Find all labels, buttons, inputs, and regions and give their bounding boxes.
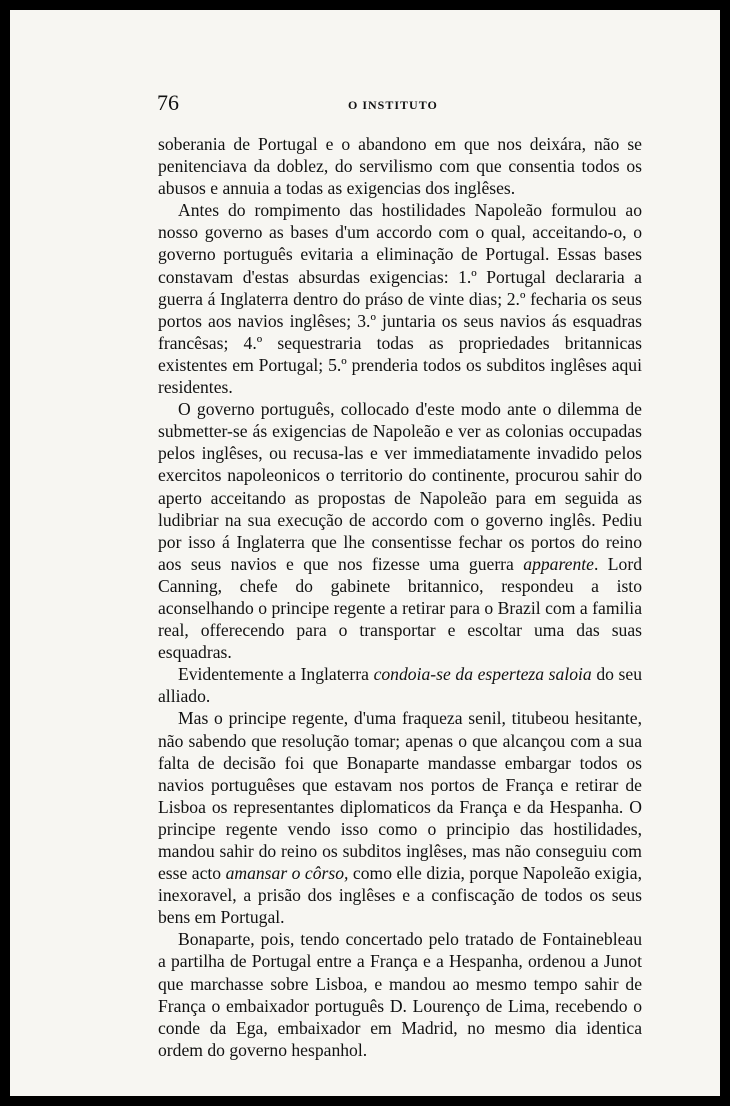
paragraph-text: soberania de Portugal e o abandono em que nos deixára, não se penitenciava da doblez, do servilismo com que consentia todos os abusos e annuia a todas as exigencias dos inglêses.: [158, 134, 642, 199]
body-text: [158, 133, 642, 1061]
paragraph: [158, 663, 642, 707]
paragraph-text: O governo português, collocado d'este modo ante o dilemma de submetter-se ás exigencias de Napoleão e ver as colonias occupadas pelos inglêses, ou recusa-las e ver immediatamente invadido pelos exercitos napoleonicos o territorio do continente, procurou sahir do aperto acceitando as propostas de Napoleão para em seguida as ludibriar na sua execução de accordo com o governo inglês. Pediu por isso á Inglaterra que lhe consentisse fechar os portos do reino aos seus navios e que nos fizesse uma guerra: [158, 399, 642, 574]
paragraph: [158, 398, 642, 663]
paragraph-text: . Lord Canning, chefe do gabinete britannico, respondeu a isto aconselhando o principe regente a retirar para o Brazil com a familia real, offerecendo para o transportar e escoltar uma das suas esquadras.: [158, 553, 642, 663]
page-header: [10, 90, 720, 130]
paragraph-text: Antes do rompimento das hostilidades Napoleão formulou ao nosso governo as bases d'um accordo com o qual, acceitando-o, o governo português evitaria a eliminação de Portugal. Essas bases constavam d'estas absurdas exigencias: 1.º Portugal declararia a guerra á Inglaterra dentro do práso de vinte dias; 2.º fecharia os seus portos aos navios inglêses; 3.º juntaria os seus navios ás esquadras francêsas; 4.º sequestraria todas as propriedades britannicas existentes em Portugal; 5.º prenderia todos os subditos inglêses aqui residentes.: [158, 200, 642, 398]
book-page: [10, 10, 720, 1096]
paragraph: [158, 928, 642, 1061]
paragraph-text: do seu alliado.: [158, 664, 642, 707]
paragraph-text: como elle dizia, porque Napoleão exigia, inexoravel, a prisão dos inglêses e a confiscação de todos os seus bens em Portugal.: [158, 863, 642, 928]
paragraph: [158, 707, 642, 928]
paragraph-text: Mas o principe regente, d'uma fraqueza senil, titubeou hesitante, não sabendo que resolução tomar; apenas o que alcançou com a sua falta de decisão foi que Bonaparte mandasse embargar todos os navios portuguêses que estavam nos portos de França e retirar de Lisboa os representantes diplomaticos da França e da Hespanha. O principe regente vendo isso como o principio das hostilidades, mandou sahir do reino os subditos inglêses, mas não conseguiu com esse acto: [158, 708, 642, 884]
paragraph-text: Evidentemente a Inglaterra: [178, 664, 374, 685]
running-title: O INSTITUTO: [348, 98, 438, 112]
page-number: 76: [157, 90, 179, 115]
paragraph-text: Bonaparte, pois, tendo concertado pelo tratado de Fontainebleau a partilha de Portugal entre a França e a Hespanha, ordenou a Junot que marchasse sobre Lisboa, e mandou ao mesmo tempo sahir de França o embaixador português D. Lourenço de Lima, recebendo o conde da Ega, embaixador em Madrid, no mesmo dia identica ordem do governo hespanhol.: [158, 929, 642, 1060]
paragraph: [158, 199, 642, 398]
italic-text: amansar o côrso,: [225, 863, 349, 884]
italic-text: condoia-se da esperteza saloia: [373, 664, 592, 685]
italic-text: apparente: [523, 553, 594, 574]
paragraph: [158, 133, 642, 199]
